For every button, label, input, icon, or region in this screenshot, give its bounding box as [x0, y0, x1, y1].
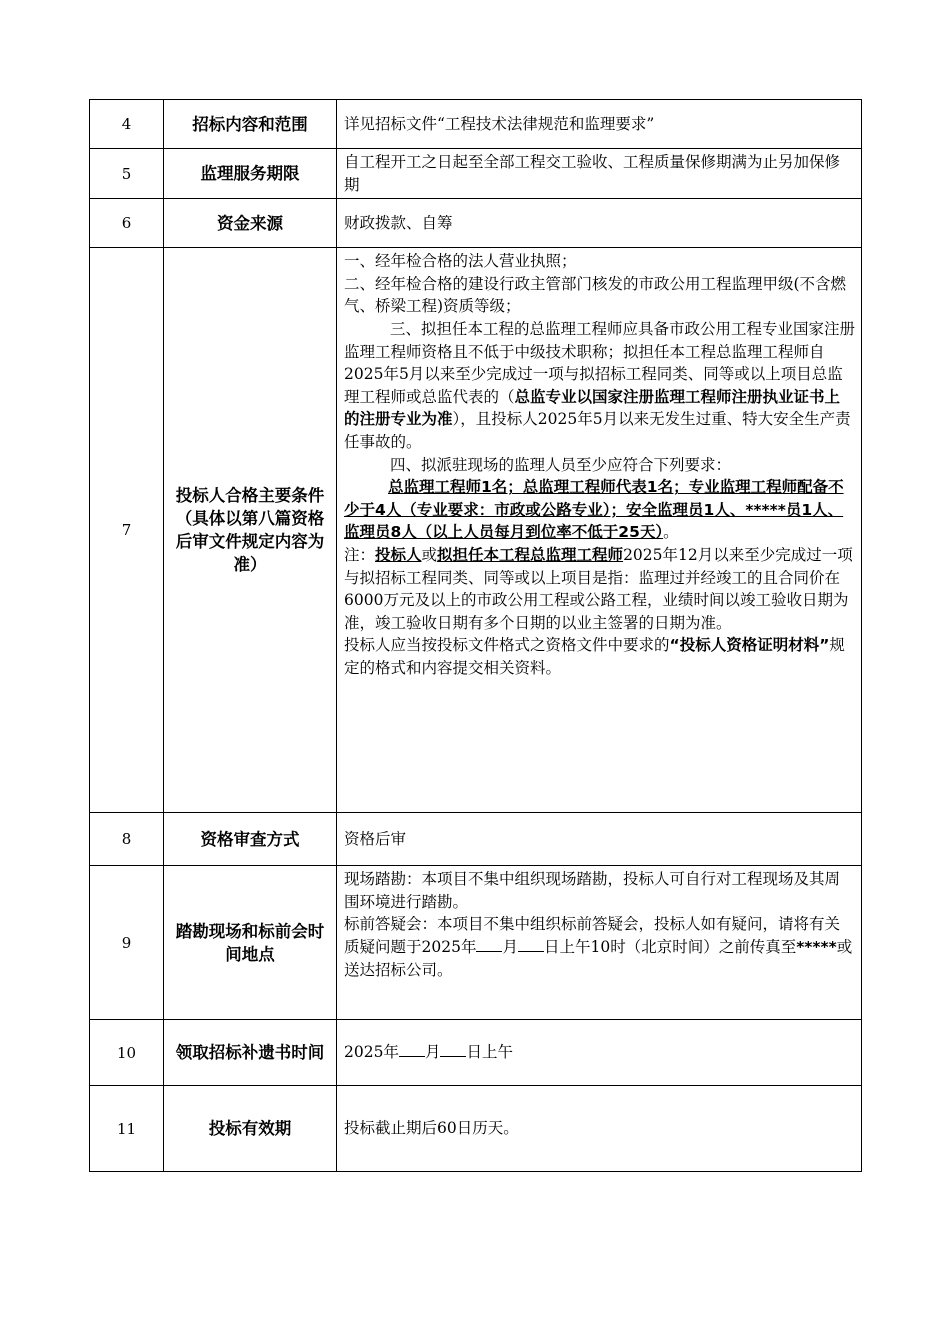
row-content: 资格后审: [337, 813, 862, 866]
row-number: 6: [90, 199, 164, 248]
row-number: 8: [90, 813, 164, 866]
table-row: [90, 100, 862, 149]
paragraph: 二、经年检合格的建设行政主管部门核发的市政公用工程监理甲级(不含燃气、桥梁工程)资质等级；: [344, 274, 847, 316]
emphasis-text: “投标人资格证明材料”: [669, 636, 830, 655]
blank-line: [518, 936, 544, 952]
row-content: [337, 866, 862, 1020]
text: 2025年12月以来至少完成过一项与拟招标工程同类、同等或以上项目是指：监理过并经竣工的且合同价在6000万元及以上的市政公用工程或公路工程，业绩时间以竣工验收日期为准，竣工验收日期有多个日期的以业主签署的日期为准。: [344, 545, 853, 632]
row-label: 踏勘现场和标前会时间地点: [164, 866, 337, 1020]
note-paragraph: [344, 544, 855, 634]
row-label: 投标人合格主要条件（具体以第八篇资格后审文件规定内容为准）: [164, 248, 337, 813]
row-number: 9: [90, 866, 164, 1020]
row-content: 详见招标文件“工程技术法律规范和监理要求”: [337, 100, 862, 149]
text: 注：: [344, 545, 376, 564]
row-content: [337, 1020, 862, 1086]
blank-line: [440, 1041, 466, 1057]
row-label: 资格审查方式: [164, 813, 337, 866]
blank-line: [476, 936, 502, 952]
text: 月: [502, 937, 518, 956]
text: 日上午10时（北京时间）之前传真至: [543, 937, 797, 956]
text: 月: [424, 1043, 441, 1062]
emphasis-text: 总监专业以国家注册监理工程师注册执业证书上的注册专业为准: [344, 387, 841, 429]
paragraph: 一、经年检合格的法人营业执照；: [344, 252, 577, 271]
tender-info-table: [89, 99, 862, 1172]
row-label: 领取招标补遗书时间: [164, 1020, 337, 1086]
text: 投标人应当按投标文件格式之资格文件中要求的: [344, 636, 670, 655]
text: 2025年: [344, 1043, 399, 1062]
emphasis-text: 投标人: [375, 545, 422, 564]
row-number: 10: [90, 1020, 164, 1086]
row-label: 招标内容和范围: [164, 100, 337, 149]
staffing-requirements: 总监理工程师1名；总监理工程师代表1名；专业监理工程师配备不少于4人（专业要求：市政或公路专业）；安全监理员1人、*****员1人、监理员8人（以上人员每月到位率不低于25天）: [344, 478, 844, 542]
table-row: [90, 1086, 862, 1172]
paragraph: [344, 318, 855, 454]
paragraph: [344, 913, 855, 981]
row-number: 5: [90, 149, 164, 199]
row-content: 自工程开工之日起至全部工程交工验收、工程质量保修期满为止另加保修期: [337, 149, 862, 199]
text: ），且投标人2025年5月以来无发生过重、特大安全生产责任事故的。: [344, 410, 851, 451]
emphasis-text: *****: [796, 937, 837, 956]
table-row: [90, 866, 862, 1020]
text: 或: [421, 545, 438, 564]
blank-line: [399, 1041, 425, 1057]
text: 。: [663, 523, 679, 542]
row-number: 11: [90, 1086, 164, 1172]
row-number: 7: [90, 248, 164, 813]
row-content: [337, 248, 862, 813]
row-content: 投标截止期后60日历天。: [337, 1086, 862, 1172]
row-content: 财政拨款、自筹: [337, 199, 862, 248]
paragraph: 现场踏勘：本项目不集中组织现场踏勘，投标人可自行对工程现场及其周围环境进行踏勘。: [344, 870, 841, 911]
text: 或送达招标公司。: [344, 937, 853, 979]
text: 规定的格式和内容提交相关资料。: [344, 636, 845, 677]
table-row: [90, 199, 862, 248]
row-label: 投标有效期: [164, 1086, 337, 1172]
row-number: 4: [90, 100, 164, 149]
emphasis-text: 拟担任本工程总监理工程师: [437, 545, 624, 564]
table-row: [90, 248, 862, 813]
text: 日上午: [466, 1043, 513, 1062]
text: 标前答疑会：本项目不集中组织标前答疑会，投标人如有疑问，请将有关质疑问题于2025年: [344, 915, 841, 956]
row-label: 监理服务期限: [164, 149, 337, 199]
row-label: 资金来源: [164, 199, 337, 248]
table-row: [90, 149, 862, 199]
table-row: [90, 1020, 862, 1086]
table-row: [90, 813, 862, 866]
paragraph: 四、拟派驻现场的监理人员至少应符合下列要求：: [390, 455, 732, 474]
paragraph: [344, 476, 855, 544]
paragraph: [344, 634, 855, 679]
text: 三、拟担任本工程的总监理工程师应具备市政公用工程专业国家注册监理工程师资格且不低于中级技术职称；拟担任本工程总监理工程师自2025年5月以来至少完成过一项与拟招标工程同类、同等或以上项目总监理工程师或总监代表的（: [344, 319, 856, 406]
